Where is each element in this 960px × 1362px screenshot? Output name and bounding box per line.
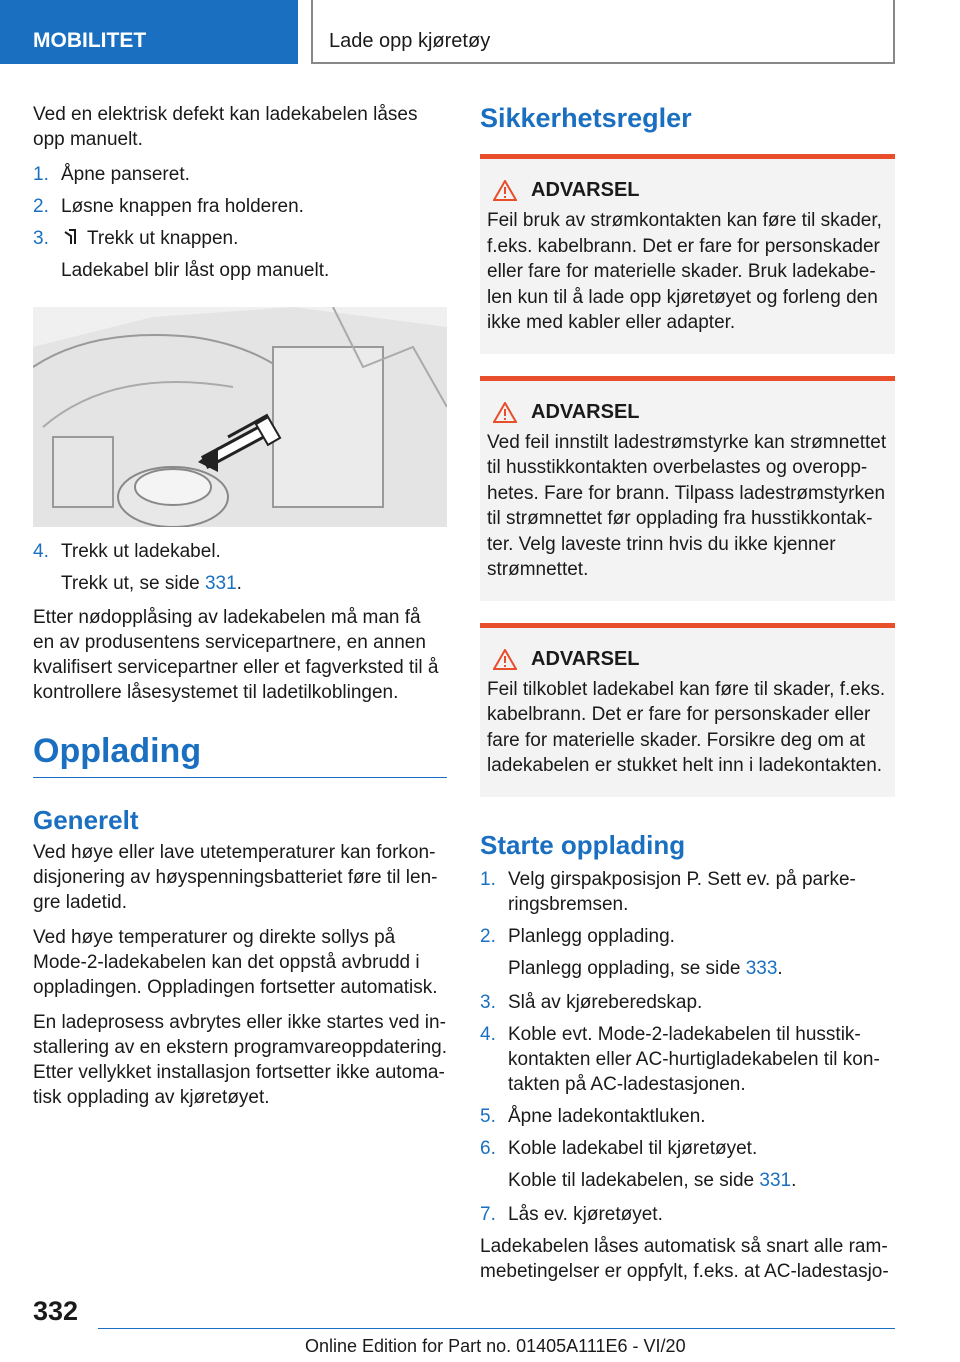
step-note: Koble til ladekabelen, se side 331. xyxy=(508,1169,797,1191)
list-item: 1. Velg girspakposisjon P. Sett ev. på parkeringsbremsen. xyxy=(480,868,856,915)
list-item: 2. Planlegg opplading. xyxy=(480,925,675,947)
list-item: 7. Lås ev. kjøretøyet. xyxy=(480,1203,663,1225)
subsection-heading: Sikkerhetsregler xyxy=(480,103,692,133)
body-paragraph: Ved høye eller lave utetemperaturer kan forkondisjonering av høyspenningsbatteriet føre til lengre ladetid. xyxy=(33,842,438,913)
list-item: 4. Trekk ut ladekabel. xyxy=(33,541,221,562)
warning-text: Ved feil innstilt ladestrømstyrke kan strømnettet til husstikkontakten overbelastes og overopphetes. Fare for brann. Tilpass ladestrømstyrken til strømnettet før opplading fra husstikkontakter. Velg laveste trinn hvis du ikke kjenner strømnettet. xyxy=(487,431,887,580)
engine-bay-illustration xyxy=(33,307,447,527)
body-paragraph: En ladeprosess avbrytes eller ikke startes ved installering av en ekstern programvareoppdatering. Etter vellykket installasjon fortsetter ikke automatisk opplading av kjøretøyet. xyxy=(33,1012,448,1108)
section-heading: Opplading xyxy=(33,731,447,778)
step-note: Trekk ut, se side 331. xyxy=(61,573,242,594)
section-tab: MOBILITET xyxy=(0,0,298,64)
warning-text: Feil bruk av strømkontakten kan føre til skader, f.eks. kabelbrann. Det er fare for personskader eller fare for materielle skader. Bruk ladekabelen kun til å lade opp kjøretøyet og forleng den ikke med kabler eller adapter. xyxy=(487,210,882,333)
page-link[interactable]: 331 xyxy=(204,573,237,594)
list-item: 4. Koble evt. Mode-2-ladekabelen til husstikkontakten eller AC-hurtigladekabelen til kontakten på AC-ladestasjonen. xyxy=(480,1023,880,1095)
subsection-heading: Generelt xyxy=(33,805,139,835)
footer-edition: Online Edition for Part no. 01405A111E6 - VI/20 xyxy=(305,1336,686,1356)
after-text: Etter nødopplåsing av ladekabelen må man få en av produsentens servicepartnere, en annen kvalifisert servicepartner eller et fagverksted til å kontrollere låsesystemet til ladetilkoblingen. xyxy=(33,607,439,703)
footer-divider xyxy=(98,1328,895,1329)
list-item: 1. Åpne panseret. xyxy=(33,164,190,185)
page-link[interactable]: 331 xyxy=(759,1169,792,1191)
step-note: Planlegg opplading, se side 333. xyxy=(508,957,783,979)
intro-text: Ved en elektrisk defekt kan ladekabelen låses opp manuelt. xyxy=(33,104,418,150)
warning-box xyxy=(480,154,895,354)
left-column xyxy=(33,102,447,1120)
subsection-heading: Starte opplading xyxy=(480,829,686,860)
list-item: 3. Slå av kjøreberedskap. xyxy=(480,991,703,1013)
page-number: 332 xyxy=(33,1296,79,1326)
closing-text: Ladekabelen låses automatisk så snart alle rammebetingelser er oppfylt, f.eks. at AC-ladestasjo- xyxy=(480,1235,889,1282)
warning-label: ADVARSEL xyxy=(531,400,640,423)
list-item: 6. Koble ladekabel til kjøretøyet. xyxy=(480,1137,758,1159)
warning-triangle-icon xyxy=(493,180,517,201)
pull-handle-icon xyxy=(63,228,79,246)
warning-triangle-icon xyxy=(493,402,517,423)
list-item: 2. Løsne knappen fra holderen. xyxy=(33,196,304,217)
page-header-title: Lade opp kjøretøy xyxy=(311,0,895,64)
step-note: Ladekabel blir låst opp manuelt. xyxy=(61,260,330,281)
warning-text: Feil tilkoblet ladekabel kan føre til skader, f.eks. kabelbrann. Det er fare for personskader eller fare for materielle skader. Forsikre deg om at ladekabelen er stukket helt inn i ladekontakten. xyxy=(487,678,886,776)
warning-box xyxy=(480,623,895,797)
warning-box xyxy=(480,376,895,601)
warning-label: ADVARSEL xyxy=(531,647,640,670)
engine-bay-drawing xyxy=(33,307,447,527)
body-paragraph: Ved høye temperaturer og direkte sollys på Mode-2-ladekabelen kan det oppstå avbrudd i oppladingen. Oppladingen fortsetter automatisk. xyxy=(33,927,438,998)
right-column xyxy=(480,102,895,1294)
list-item: 5. Åpne ladekontaktluken. xyxy=(480,1105,706,1127)
warning-triangle-icon xyxy=(493,649,517,670)
warning-label: ADVARSEL xyxy=(531,179,640,201)
list-item: 3. Trekk ut knappen. xyxy=(33,228,239,249)
page-link[interactable]: 333 xyxy=(745,957,778,979)
